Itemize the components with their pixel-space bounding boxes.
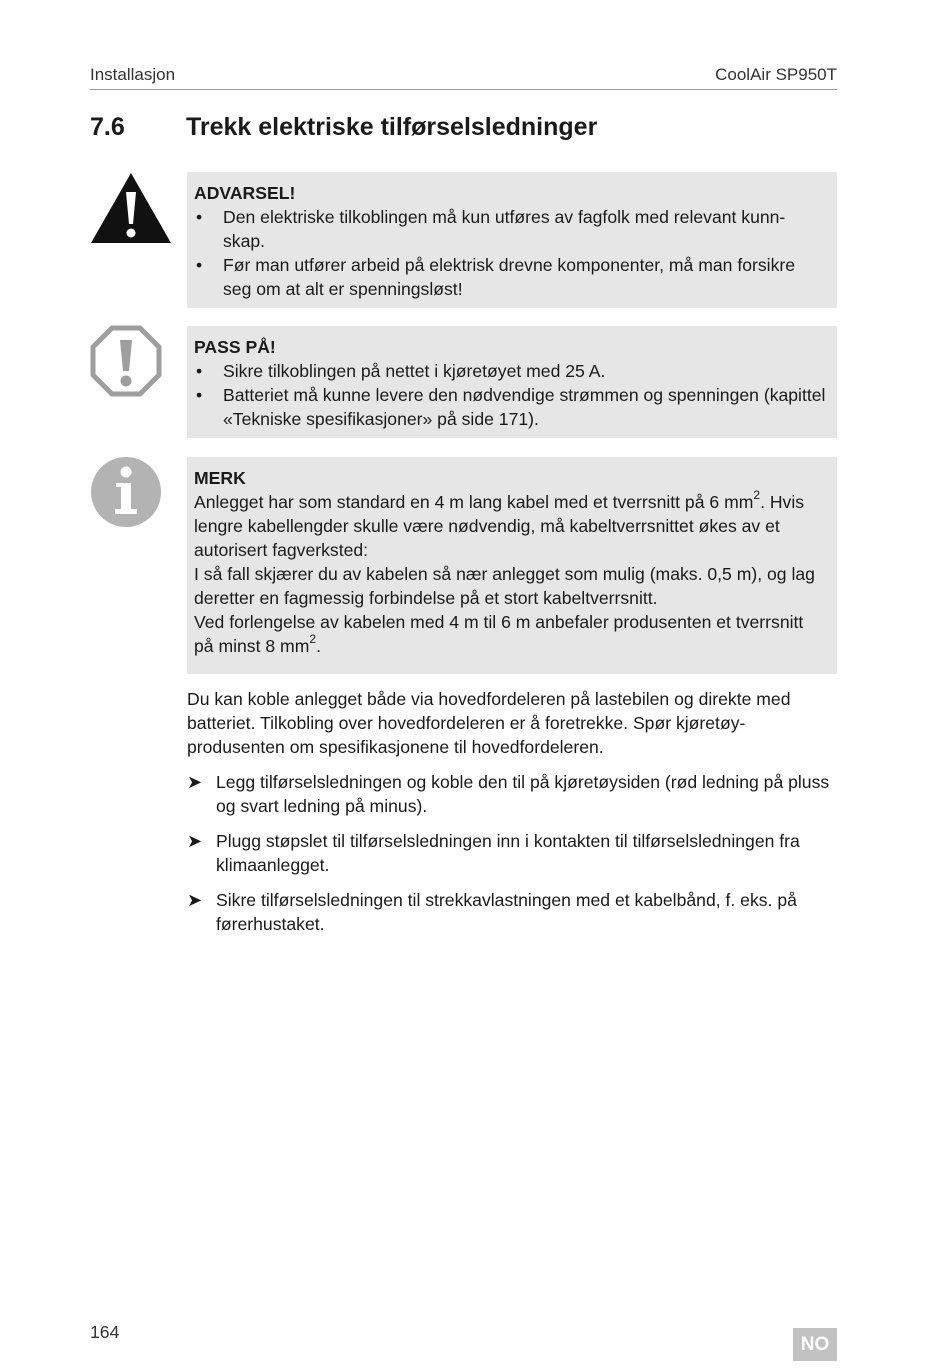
caution-title: PASS PÅ!	[194, 337, 276, 357]
caution-list	[194, 359, 827, 431]
info-circle-icon	[90, 456, 162, 533]
list-item: • Batteriet må kunne levere den nødvendige strømmen og spenningen (kapittel «Tekniske spesifikasjoner» på side 171).	[196, 385, 826, 429]
instruction-steps	[187, 770, 837, 947]
bullet-symbol: •	[196, 385, 203, 405]
body-paragraph: Du kan koble anlegget både via hovedfordeleren på lastebilen og direkte med batteriet. Tilkobling over hovedfordeleren er å foretrekke. Spør kjøretøy-produsenten om spesifikasjonene til hovedfordeleren.	[187, 689, 791, 757]
note-paragraph-3: Ved forlengelse av kabelen med 4 m til 6 m anbefaler produsenten et tverrsnitt på minst 8 $mm^2$.	[194, 612, 804, 656]
warning-triangle-icon	[90, 172, 172, 249]
section-title: Trekk elektriske tilførselsledninger	[186, 113, 598, 141]
header-chapter: Installasjon	[90, 65, 176, 84]
page-number: 164	[90, 1322, 120, 1342]
bullet-symbol: •	[196, 255, 203, 275]
language-badge: NO	[793, 1328, 837, 1361]
note-paragraph-2: I så fall skjærer du av kabelen så nær anlegget som mulig (maks. 0,5 m), og lag deretter en fagmessig forbindelse på et stort kabeltverrsnitt.	[194, 564, 815, 608]
step-arrow-icon: ➤	[187, 890, 203, 910]
warning-list	[194, 205, 827, 301]
warning-title: ADVARSEL!	[194, 183, 296, 203]
list-item: ➤ Plugg støpslet til tilførselsledningen inn i kontakten til tilførselsledningen fra klimaanlegget.	[187, 831, 800, 875]
bullet-symbol: •	[196, 207, 203, 227]
step-arrow-icon: ➤	[187, 772, 203, 792]
list-item: • Før man utfører arbeid på elektrisk drevne komponenter, må man forsikre seg om at alt er spenningsløst!	[196, 255, 796, 299]
list-item: ➤ Sikre tilførselsledningen til strekkavlastningen med et kabelbånd, f. eks. på førerhustaket.	[187, 890, 797, 934]
list-item: • Den elektriske tilkoblingen må kun utføres av fagfolk med relevant kunn-skap.	[196, 207, 786, 251]
warning-box	[187, 172, 837, 308]
bullet-symbol: •	[196, 361, 203, 381]
section-number: 7.6	[90, 113, 125, 141]
section-heading	[90, 113, 597, 142]
list-item: ➤ Legg tilførselsledningen og koble den til på kjøretøysiden (rød ledning på pluss og svart ledning på minus).	[187, 772, 830, 816]
list-item: • Sikre tilkoblingen på nettet i kjøretøyet med 25 A.	[196, 361, 606, 381]
caution-box	[187, 326, 837, 438]
note-title: MERK	[194, 468, 246, 488]
header-product: CoolAir SP950T	[715, 65, 837, 84]
step-arrow-icon: ➤	[187, 831, 203, 851]
note-box	[187, 457, 837, 674]
note-paragraph-1: Anlegget har som standard en 4 m lang kabel med et tverrsnitt på 6 $mm^2$. Hvis lengre kabellengder skulle være nødvendig, må kabeltverrsnittet økes av et autorisert fagverksted:	[194, 488, 805, 560]
caution-octagon-icon	[90, 325, 162, 402]
page-header	[90, 63, 837, 90]
